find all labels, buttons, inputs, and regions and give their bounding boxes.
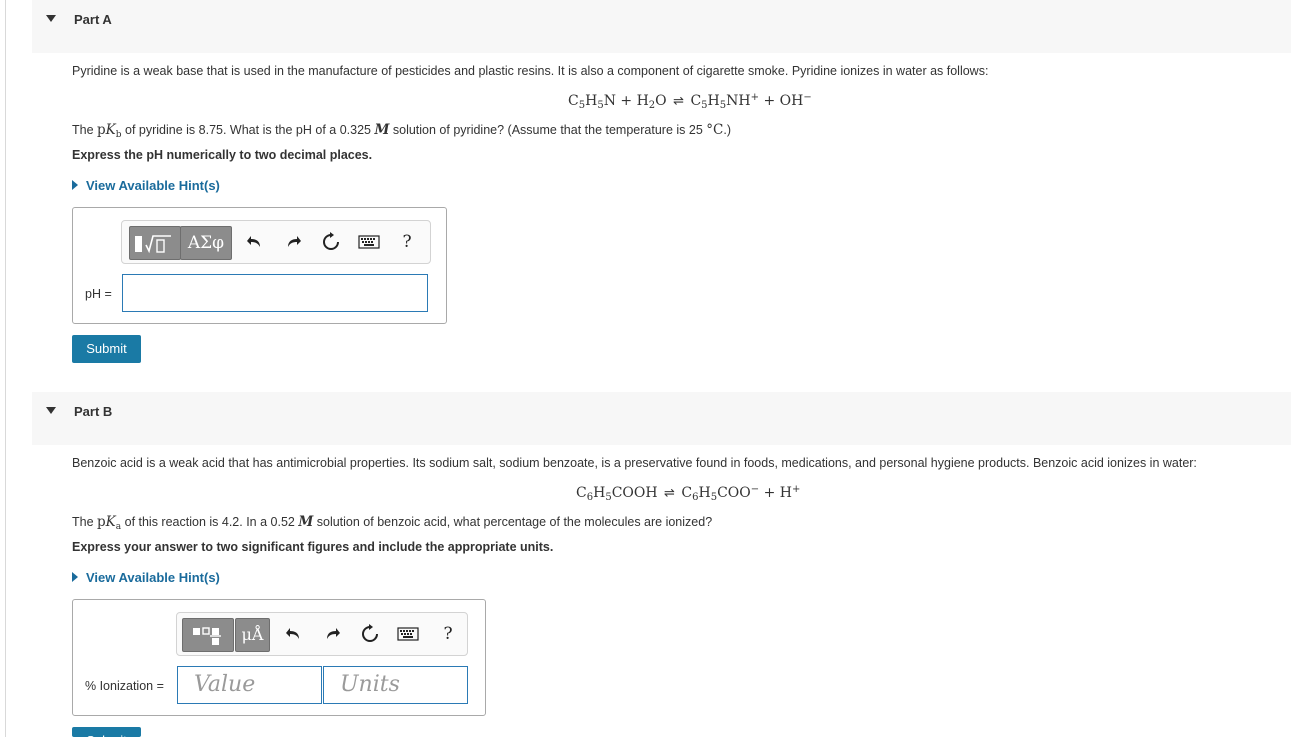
ionization-label: % Ionization =	[85, 679, 164, 693]
collapse-triangle-icon[interactable]	[46, 15, 56, 22]
units-toolbar	[176, 612, 468, 656]
part-b-question: The $pK_a$ of this reaction is 4.2. In a 0.52 M solution of benzoic acid, what percentage of the molecules are ionized?	[72, 514, 713, 532]
part-b-answer-box	[72, 599, 486, 716]
reset-icon[interactable]	[320, 231, 342, 253]
part-b-title: Part B	[74, 404, 113, 419]
undo-icon[interactable]	[244, 231, 266, 253]
benzoic-acid-equation: $C_6H_5COOH$ ⇌ $C_6H_5COO^- + H^+$	[576, 484, 801, 503]
fraction-templates-icon	[188, 625, 228, 647]
part-b-submit-button[interactable]: Submit	[72, 727, 141, 737]
part-a-header[interactable]	[32, 0, 1291, 53]
pyridine-equation: $C_5H_5N + H_2O$ ⇌ $C_5H_5NH^+ + OH^-$	[568, 92, 812, 111]
templates-icon	[133, 233, 177, 255]
units-input[interactable]: Units	[323, 666, 468, 704]
part-b-header[interactable]	[32, 392, 1291, 445]
redo-icon[interactable]	[282, 231, 304, 253]
part-a-title: Part A	[74, 12, 112, 27]
page-left-border	[5, 0, 6, 737]
part-a-intro: Pyridine is a weak base that is used in the manufacture of pesticides and plastic resins. It is also a component of cigarette smoke. Pyridine ionizes in water as follows:	[72, 64, 989, 78]
reset-icon[interactable]	[359, 623, 381, 645]
part-b-intro: Benzoic acid is a weak acid that has antimicrobial properties. Its sodium salt, sodium benzoate, is a preservative found in foods, medications, and personal hygiene products. Benzoic acid ionizes in water:	[72, 456, 1197, 470]
units-button[interactable]: μÅ	[235, 618, 270, 652]
part-a-instruction: Express the pH numerically to two decimal places.	[72, 148, 373, 162]
part-b-instruction: Express your answer to two significant figures and include the appropriate units.	[72, 540, 554, 554]
part-a-answer-box	[72, 207, 447, 324]
collapse-triangle-icon[interactable]	[46, 407, 56, 414]
help-button[interactable]: ?	[402, 232, 412, 252]
math-toolbar	[121, 220, 431, 264]
ph-input[interactable]	[122, 274, 428, 312]
keyboard-icon[interactable]	[397, 623, 419, 645]
part-a-hint-link[interactable]: View Available Hint(s)	[72, 178, 220, 193]
templates-button[interactable]	[182, 618, 234, 652]
ph-label: pH =	[85, 287, 112, 301]
templates-button[interactable]	[129, 226, 181, 260]
help-button[interactable]: ?	[443, 624, 453, 644]
redo-icon[interactable]	[321, 623, 343, 645]
undo-icon[interactable]	[283, 623, 305, 645]
part-a-question: The $pK_b$ of pyridine is 8.75. What is the pH of a 0.325 M solution of pyridine? (Assume that the temperature is 25 °C.)	[72, 122, 731, 140]
greek-letters-button[interactable]: ΑΣφ	[180, 226, 232, 260]
value-input[interactable]: Value	[177, 666, 322, 704]
keyboard-icon[interactable]	[358, 231, 380, 253]
part-a-submit-button[interactable]: Submit	[72, 335, 141, 363]
part-b-hint-link[interactable]: View Available Hint(s)	[72, 570, 220, 585]
expand-triangle-icon	[72, 572, 78, 582]
expand-triangle-icon	[72, 180, 78, 190]
